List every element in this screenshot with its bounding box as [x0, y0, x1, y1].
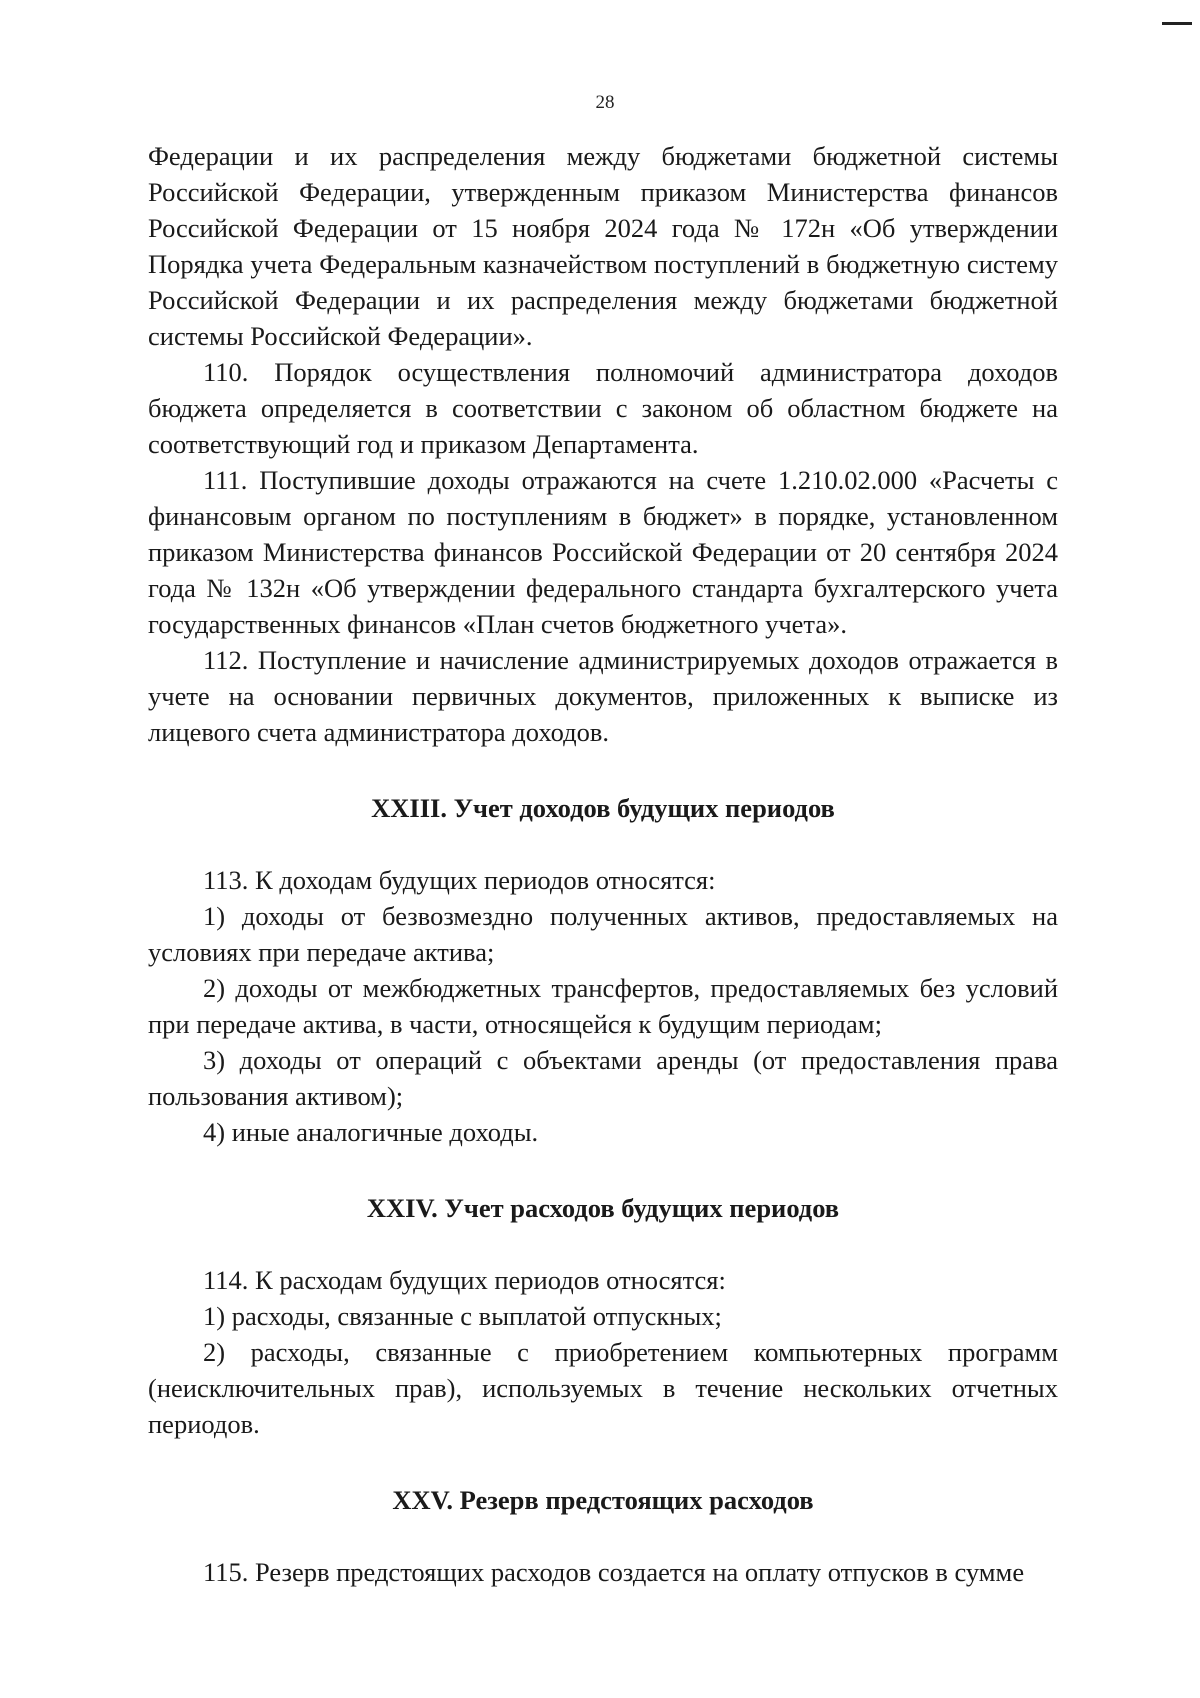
paragraph-112: 112. Поступление и начисление администрируемых доходов отражается в учете на основании первичных документов, приложенных к выписке из лицевого счета администратора доходов.	[148, 645, 1058, 747]
list-item-114-2: 2) расходы, связанные с приобретением компьютерных программ (неисключительных прав), используемых в течение нескольких отчетных периодов.	[148, 1337, 1058, 1439]
document-body	[148, 138, 1058, 1590]
paragraph-continuation: Федерации и их распределения между бюджетами бюджетной системы Российской Федерации, утвержденным приказом Министерства финансов Российской Федерации от 15 ноября 2024 года № 172н «Об утверждении Порядка учета Федеральным казначейством поступлений в бюджетную систему Российской Федерации и их распределения между бюджетами бюджетной системы Российской Федерации».	[148, 141, 1058, 351]
paragraph-115: 115. Резерв предстоящих расходов создается на оплату отпусков в сумме	[203, 1557, 1025, 1587]
paragraph-113: 113. К доходам будущих периодов относятся:	[203, 865, 716, 895]
section-heading-xxiii: XXIII. Учет доходов будущих периодов	[371, 793, 835, 823]
scan-edge-mark	[1162, 22, 1192, 25]
paragraph-110: 110. Порядок осуществления полномочий администратора доходов бюджета определяется в соответствии с законом об областном бюджете на соответствующий год и приказом Департамента.	[148, 357, 1058, 459]
list-item-113-2: 2) доходы от межбюджетных трансфертов, предоставляемых без условий при передаче актива, в части, относящейся к будущим периодам;	[148, 973, 1058, 1039]
list-item-113-3: 3) доходы от операций с объектами аренды (от предоставления права пользования активом);	[148, 1045, 1058, 1111]
page-number: 28	[595, 92, 615, 113]
list-item-113-1: 1) доходы от безвозмездно полученных активов, предоставляемых на условиях при передаче актива;	[148, 901, 1058, 967]
paragraph-114: 114. К расходам будущих периодов относятся:	[203, 1265, 726, 1295]
paragraph-111: 111. Поступившие доходы отражаются на счете 1.210.02.000 «Расчеты с финансовым органом по поступлениям в бюджет» в порядке, установленном приказом Министерства финансов Российской Федерации от 20 сентября 2024 года № 132н «Об утверждении федерального стандарта бухгалтерского учета государственных финансов «План счетов бюджетного учета».	[148, 465, 1058, 639]
list-item-113-4: 4) иные аналогичные доходы.	[203, 1117, 539, 1147]
list-item-114-1: 1) расходы, связанные с выплатой отпускных;	[203, 1301, 722, 1331]
section-heading-xxiv: XXIV. Учет расходов будущих периодов	[366, 1193, 840, 1223]
section-heading-xxv: XXV. Резерв предстоящих расходов	[392, 1485, 814, 1515]
